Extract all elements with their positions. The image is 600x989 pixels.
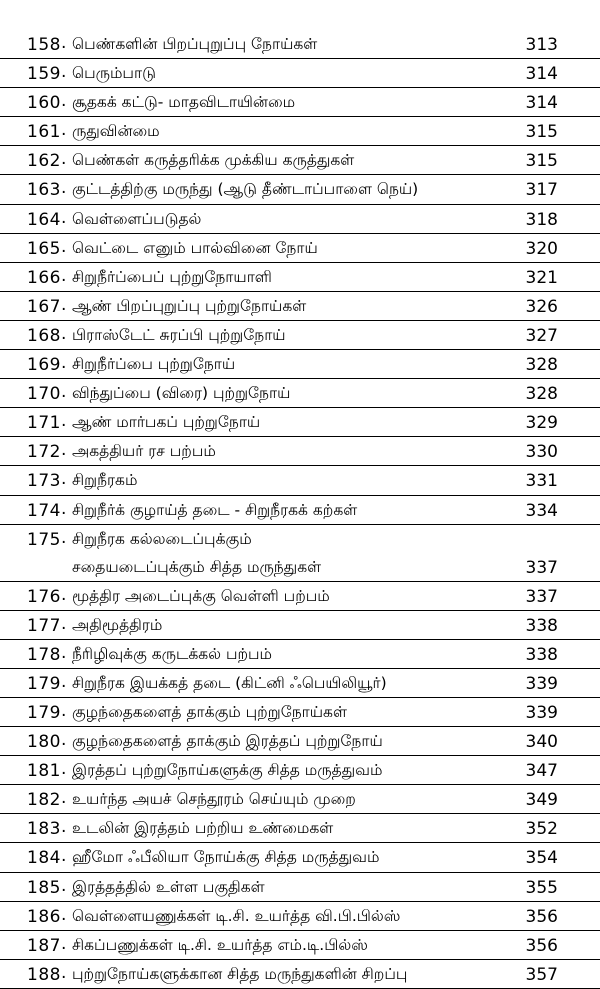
toc-entry <box>0 205 600 234</box>
entry-page-number: 315 <box>525 122 558 143</box>
entry-number: 183 <box>27 819 61 840</box>
entry-title: குழந்தைகளைத் தாக்கும் புற்றுநோய்கள் <box>72 702 347 721</box>
entry-number-separator: . <box>61 730 67 751</box>
entry-page-number: 328 <box>525 384 558 405</box>
toc-entry <box>0 873 600 902</box>
toc-entry <box>0 756 600 785</box>
entry-title: குழந்தைகளைத் தாக்கும் இரத்தப் புற்றுநோய் <box>72 732 383 751</box>
entry-number-separator: . <box>61 469 67 490</box>
entry-number-separator: . <box>61 382 67 403</box>
entry-number: 178 <box>27 644 61 665</box>
entry-number-separator: . <box>61 527 67 548</box>
toc-entry <box>0 379 600 408</box>
entry-number-separator: . <box>61 933 67 954</box>
entry-title: ஆண் மார்பகப் புற்றுநோய் <box>72 413 261 432</box>
entry-number-separator: . <box>61 178 67 199</box>
entry-number: 171 <box>27 413 61 434</box>
toc-entry <box>0 496 600 525</box>
toc-entry <box>0 30 600 59</box>
entry-title: வெள்ளையணுக்கள் டி.சி. உயர்த்த வி.பி.பில்ஸ் <box>72 906 401 925</box>
entry-number: 166 <box>27 267 61 288</box>
entry-title: சிறுநீர்ப்பை புற்றுநோய் <box>72 355 236 374</box>
entry-page-number: 330 <box>525 442 558 463</box>
entry-number-separator: . <box>61 671 67 692</box>
entry-number-separator: . <box>61 265 67 286</box>
entry-title: அதிமூத்திரம் <box>72 615 163 634</box>
toc-entry <box>0 350 600 379</box>
toc-entry <box>0 698 600 727</box>
entry-title: இரத்தப் புற்றுநோய்களுக்கு சித்த மருத்துவம் <box>72 761 383 780</box>
entry-number: 186 <box>27 906 61 927</box>
entry-page-number: 315 <box>525 151 558 172</box>
entry-page-number: 339 <box>525 702 558 723</box>
entry-page-number: 317 <box>525 180 558 201</box>
entry-number-separator: . <box>61 788 67 809</box>
entry-page-number: 356 <box>525 906 558 927</box>
entry-title: இரத்தத்தில் உள்ள பகுதிகள் <box>72 877 265 896</box>
toc-entry <box>0 785 600 814</box>
table-of-contents <box>0 30 600 989</box>
toc-entry <box>0 466 600 495</box>
entry-page-number: 337 <box>525 586 558 607</box>
entry-number: 173 <box>27 471 61 492</box>
entry-number: 165 <box>27 238 61 259</box>
entry-number: 159 <box>27 64 61 85</box>
entry-number-separator: . <box>61 323 67 344</box>
entry-number-separator: . <box>61 149 67 170</box>
entry-number-separator: . <box>61 62 67 83</box>
toc-entry <box>0 814 600 843</box>
toc-entry <box>0 117 600 146</box>
entry-number: 163 <box>27 180 61 201</box>
entry-number-separator: . <box>61 846 67 867</box>
entry-title: பெண்கள் கருத்தரிக்க முக்கிய கருத்துகள் <box>72 151 355 170</box>
entry-number: 162 <box>27 151 61 172</box>
entry-title: சிறுநீரகம் <box>72 471 138 490</box>
entry-number: 170 <box>27 384 61 405</box>
toc-entry <box>0 843 600 872</box>
entry-number: 187 <box>27 935 61 956</box>
entry-number-separator: . <box>61 91 67 112</box>
entry-page-number: 320 <box>525 238 558 259</box>
entry-title: சிறுநீர்ப்பைப் புற்றுநோயாளி <box>72 267 272 286</box>
entry-page-number: 337 <box>525 557 558 578</box>
entry-page-number: 339 <box>525 673 558 694</box>
toc-entry <box>0 437 600 466</box>
toc-entry <box>0 59 600 88</box>
entry-number-separator: . <box>61 411 67 432</box>
toc-entry <box>0 263 600 292</box>
entry-title-continued: சதையடைப்புக்கும் சித்த மருந்துகள் <box>72 557 322 576</box>
entry-number-separator: . <box>61 759 67 780</box>
toc-entry <box>0 175 600 204</box>
entry-number-separator: . <box>61 207 67 228</box>
entry-title: மூத்திர அடைப்புக்கு வெள்ளி பற்பம் <box>72 586 330 605</box>
entry-number-separator: . <box>61 236 67 257</box>
entry-title: விந்துப்பை (விரை) புற்றுநோய் <box>72 384 291 403</box>
entry-page-number: 328 <box>525 355 558 376</box>
entry-page-number: 313 <box>525 35 558 55</box>
entry-number: 161 <box>27 122 61 143</box>
toc-entry <box>0 408 600 437</box>
entry-number-separator: . <box>61 613 67 634</box>
toc-entry <box>0 902 600 931</box>
toc-entry <box>0 727 600 756</box>
toc-entry <box>0 88 600 117</box>
entry-number-separator: . <box>61 642 67 663</box>
entry-title: சிறுநீரக கல்லடைப்புக்கும் <box>72 529 252 548</box>
entry-title: பெரும்பாடு <box>72 64 156 83</box>
entry-number-separator: . <box>61 120 67 141</box>
entry-number: 167 <box>27 296 61 317</box>
entry-page-number: 329 <box>525 413 558 434</box>
entry-title: அகத்தியர் ரச பற்பம் <box>72 442 216 461</box>
entry-title: உயர்ந்த அயச் செந்தூரம் செய்யும் முறை <box>72 790 356 809</box>
entry-title: வெட்டை எனும் பால்வினை நோய் <box>72 238 318 257</box>
entry-number-separator: . <box>61 875 67 896</box>
entry-title: பெண்களின் பிறப்புறுப்பு நோய்கள் <box>72 35 318 53</box>
entry-page-number: 354 <box>525 848 558 869</box>
entry-page-number: 334 <box>525 500 558 521</box>
entry-number: 176 <box>27 586 61 607</box>
entry-title: ருதுவின்மை <box>72 122 160 141</box>
entry-title: பிராஸ்டேட் சுரப்பி புற்றுநோய் <box>72 325 286 344</box>
entry-number: 182 <box>27 790 61 811</box>
entry-number: 188 <box>27 964 61 985</box>
entry-page-number: 356 <box>525 935 558 956</box>
entry-title: உடலின் இரத்தம் பற்றிய உண்மைகள் <box>72 819 334 838</box>
entry-title: வெள்ளைப்படுதல் <box>72 209 202 228</box>
entry-number-separator: . <box>61 817 67 838</box>
entry-number: 164 <box>27 209 61 230</box>
entry-number: 158 <box>27 35 61 55</box>
entry-page-number: 326 <box>525 296 558 317</box>
toc-entry <box>0 525 600 582</box>
toc-entry <box>0 960 600 989</box>
entry-title: குட்டத்திற்கு மருந்து (ஆடு தீண்டாப்பாளை நெய்) <box>72 180 419 199</box>
entry-number: 174 <box>27 500 61 521</box>
entry-page-number: 314 <box>525 93 558 114</box>
entry-number-separator: . <box>61 33 67 53</box>
entry-number-separator: . <box>61 294 67 315</box>
entry-title: சூதகக் கட்டு- மாதவிடாயின்மை <box>72 93 296 112</box>
entry-number: 169 <box>27 355 61 376</box>
toc-entry <box>0 292 600 321</box>
entry-page-number: 340 <box>525 732 558 753</box>
toc-entry <box>0 669 600 698</box>
entry-title: சிகப்பணுக்கள் டி.சி. உயர்த்த எம்.டி.பில்ஸ் <box>72 935 368 954</box>
entry-page-number: 321 <box>525 267 558 288</box>
toc-entry <box>0 146 600 175</box>
entry-number-separator: . <box>61 440 67 461</box>
toc-entry <box>0 321 600 350</box>
entry-page-number: 331 <box>525 471 558 492</box>
entry-number-separator: . <box>61 584 67 605</box>
entry-title: சிறுநீர்க் குழாய்த் தடை - சிறுநீரகக் கற்கள் <box>72 500 358 519</box>
entry-number: 177 <box>27 615 61 636</box>
entry-number-separator: . <box>61 498 67 519</box>
entry-number-separator: . <box>61 904 67 925</box>
entry-number: 181 <box>27 761 61 782</box>
toc-entry <box>0 640 600 669</box>
entry-title: நீரிழிவுக்கு கருடக்கல் பற்பம் <box>72 644 273 663</box>
entry-page-number: 314 <box>525 64 558 85</box>
entry-page-number: 338 <box>525 644 558 665</box>
toc-entry <box>0 611 600 640</box>
toc-entry <box>0 931 600 960</box>
entry-page-number: 318 <box>525 209 558 230</box>
entry-number: 175 <box>27 529 61 550</box>
entry-number: 184 <box>27 848 61 869</box>
entry-title: புற்றுநோய்களுக்கான சித்த மருந்துகளின் சிறப்பு <box>72 964 408 983</box>
entry-title: ஆண் பிறப்புறுப்பு புற்றுநோய்கள் <box>72 296 307 315</box>
entry-number: 168 <box>27 325 61 346</box>
entry-page-number: 352 <box>525 819 558 840</box>
entry-page-number: 355 <box>525 877 558 898</box>
entry-page-number: 327 <box>525 325 558 346</box>
entry-title: ஹீமோ ஃபீலியா நோய்க்கு சித்த மருத்துவம் <box>72 848 380 867</box>
entry-page-number: 349 <box>525 790 558 811</box>
entry-number: 180 <box>27 732 61 753</box>
entry-number-separator: . <box>61 700 67 721</box>
entry-title: சிறுநீரக இயக்கத் தடை (கிட்னி ஃபெயிலியூர்) <box>72 673 387 692</box>
entry-number-separator: . <box>61 962 67 983</box>
entry-number: 160 <box>27 93 61 114</box>
entry-number-separator: . <box>61 353 67 374</box>
toc-entry <box>0 234 600 263</box>
entry-number: 179 <box>27 673 61 694</box>
entry-number: 172 <box>27 442 61 463</box>
entry-number: 179 <box>27 702 61 723</box>
toc-entry <box>0 582 600 611</box>
entry-page-number: 347 <box>525 761 558 782</box>
entry-number: 185 <box>27 877 61 898</box>
entry-page-number: 338 <box>525 615 558 636</box>
entry-page-number: 357 <box>525 964 558 985</box>
